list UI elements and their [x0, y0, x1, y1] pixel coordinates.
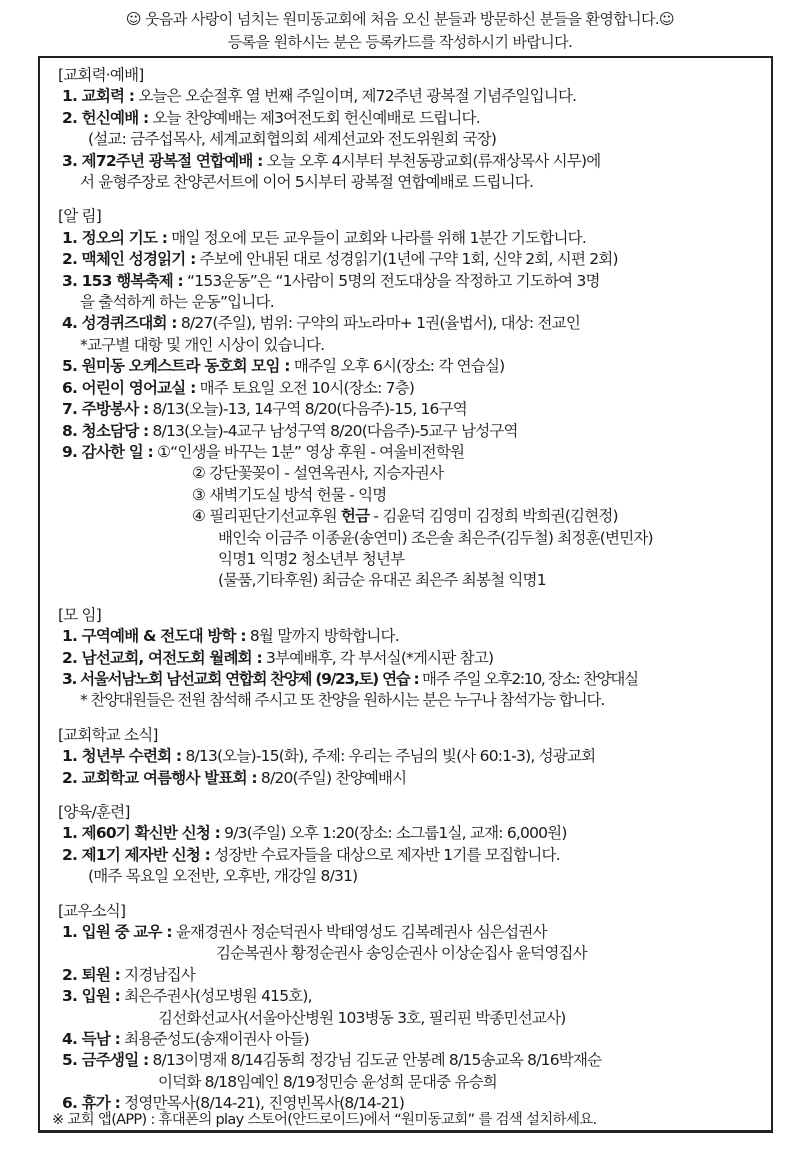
- list-item: 6. 휴가 : 정영만목사(8/14-21), 진영빈목사(8/14-21): [62, 1094, 405, 1113]
- list-item-cont: 익명1 익명2 청소년부 청년부: [218, 549, 405, 568]
- welcome-line: ☺ 웃음과 사랑이 넘치는 원미동교회에 처음 오신 분들과 방문하신 분들을 환영합니다.☺: [125, 10, 675, 28]
- list-item-cont: 배인숙 이금주 이종윤(송연미) 조은솔 최은주(김두철) 최정훈(변민자): [218, 528, 653, 547]
- list-item: 2. 맥체인 성경읽기 : 주보에 안내된 대로 성경읽기(1년에 구약 1회, 신약 2회, 시편 2회): [62, 250, 618, 269]
- list-item: 6. 어린이 영어교실 : 매주 토요일 오전 10시(장소: 7층): [62, 378, 415, 397]
- section-notices: [58, 206, 768, 591]
- list-item-cont: ② 강단꽃꽂이 - 설연옥권사, 지승자권사: [192, 464, 444, 483]
- list-item-cont: 이덕화 8/18임예인 8/19정민승 윤성희 문대중 유승희: [158, 1072, 497, 1091]
- list-item-cont: 김선화선교사(서울아산병원 103병동 3호, 필리핀 박종민선교사): [158, 1008, 566, 1027]
- list-item: 5. 원미동 오케스트라 동호회 모임 : 매주일 오후 6시(장소: 각 연습실): [62, 357, 505, 376]
- list-item: 1. 제60기 확신반 신청 : 9/3(주일) 오후 1:20(장소: 소그룹1실, 교재: 6,000원): [62, 824, 567, 843]
- list-item: 1. 입원 중 교우 : 윤재경권사 정순덕권사 박태영성도 김복례권사 심은섭권사: [62, 923, 547, 942]
- list-item: 4. 득남 : 최용준성도(송재이권사 아들): [62, 1030, 309, 1049]
- list-item: 3. 153 행복축제 : “153운동”은 “1사람이 5명의 전도대상을 작정하고 기도하여 3명: [62, 271, 600, 290]
- list-item-cont: * 찬양대원들은 전원 참석해 주시고 또 찬양을 원하시는 분은 누구나 참석가능 합니다.: [80, 691, 605, 710]
- section-title: [양육/훈련]: [58, 803, 130, 821]
- app-notice: ※ 교회 앱(APP) : 휴대폰의 play 스토어(안드로이드)에서 “원미동교회” 를 검색 설치하세요.: [52, 1112, 597, 1128]
- announcements: [58, 65, 768, 1115]
- list-item-cont: (물품,기타후원) 최금순 유대곤 최은주 최봉철 익명1: [218, 571, 546, 590]
- section-title: [교회력·예배]: [58, 66, 144, 84]
- section-worship: [58, 65, 768, 193]
- list-item-cont: *교구별 대항 및 개인 시상이 있습니다.: [80, 335, 325, 354]
- section-title: [교우소식]: [58, 901, 126, 920]
- section-training: [58, 802, 768, 888]
- section-title: [알 림]: [58, 207, 101, 226]
- list-item: 2. 퇴원 : 지경남집사: [62, 965, 196, 984]
- footer-divider: [38, 1130, 773, 1132]
- welcome-header: [0, 8, 800, 54]
- section-title: [교회학교 소식]: [58, 725, 158, 744]
- list-item: 1. 구역예배 & 전도대 방학 : 8월 말까지 방학합니다.: [62, 627, 399, 646]
- list-item-cont: ③ 새벽기도실 방석 헌물 - 익명: [192, 485, 387, 504]
- list-item: 7. 주방봉사 : 8/13(오늘)-13, 14구역 8/20(다음주)-15, 16구역: [62, 400, 467, 419]
- list-item: 2. 남선교회, 여전도회 월례회 : 3부예배후, 각 부서실(*게시판 참고): [62, 648, 494, 667]
- list-item: 4. 성경퀴즈대회 : 8/27(주일), 범위: 구약의 파노라마+ 1권(율법서), 대상: 전교인: [62, 314, 580, 333]
- list-item-cont: ④ 필리핀단기선교후원 헌금 - 김윤덕 김영미 김정희 박희권(김현정): [192, 507, 618, 526]
- list-item-cont: (설교: 금주섭목사, 세계교회협의회 세계선교와 전도위원회 국장): [88, 130, 497, 149]
- section-meetings: [58, 605, 768, 712]
- registration-line: 등록을 원하시는 분은 등록카드를 작성하시기 바랍니다.: [227, 33, 573, 51]
- list-item: 5. 금주생일 : 8/13이명재 8/14김동희 정강님 김도균 안봉례 8/15송교옥 8/16박재순: [62, 1051, 602, 1070]
- list-item: 2. 제1기 제자반 신청 : 성장반 수료자들을 대상으로 제자반 1기를 모집합니다.: [62, 845, 560, 864]
- list-item: 8. 청소담당 : 8/13(오늘)-4교구 남성구역 8/20(다음주)-5교구 남성구역: [62, 421, 518, 440]
- list-item: 2. 헌신예배 : 오늘 찬양예배는 제3여전도회 헌신예배로 드립니다.: [62, 108, 480, 127]
- section-church-school: [58, 725, 768, 789]
- list-item-cont: 김순복권사 황정순권사 송잉순권사 이상순집사 윤덕영집사: [216, 944, 587, 963]
- list-item: 3. 서울서남노회 남선교회 연합회 찬양제 (9/23,토) 연습 : 매주 주일 오후2:10, 장소: 찬양대실: [62, 669, 638, 688]
- list-item: 9. 감사한 일 : ①“인생을 바꾸는 1분” 영상 후원 - 여울비전학원: [62, 442, 465, 461]
- section-member-news: [58, 901, 768, 1115]
- list-item: 1. 교회력 : 오늘은 오순절후 열 번째 주일이며, 제72주년 광복절 기념주일입니다.: [62, 87, 577, 106]
- list-item: 1. 청년부 수련회 : 8/13(오늘)-15(화), 주제: 우리는 주님의 빛(사 60:1-3), 성광교회: [62, 747, 596, 766]
- list-item: 1. 정오의 기도 : 매일 정오에 모든 교우들이 교회와 나라를 위해 1분간 기도합니다.: [62, 228, 586, 247]
- list-item: 3. 제72주년 광복절 연합예배 : 오늘 오후 4시부터 부천동광교회(류재상목사 시무)에: [62, 151, 601, 170]
- section-title: [모 임]: [58, 605, 101, 624]
- list-item-cont: 서 윤형주장로 찬양콘서트에 이어 5시부터 광복절 연합예배로 드립니다.: [80, 173, 534, 192]
- list-item: 2. 교회학교 여름행사 발표회 : 8/20(주일) 찬양예배시: [62, 768, 407, 787]
- list-item: 3. 입원 : 최은주권사(성모병원 415호),: [62, 987, 312, 1006]
- list-item-cont: (매주 목요일 오전반, 오후반, 개강일 8/31): [88, 867, 358, 886]
- list-item-cont: 을 출석하게 하는 운동”입니다.: [80, 293, 274, 312]
